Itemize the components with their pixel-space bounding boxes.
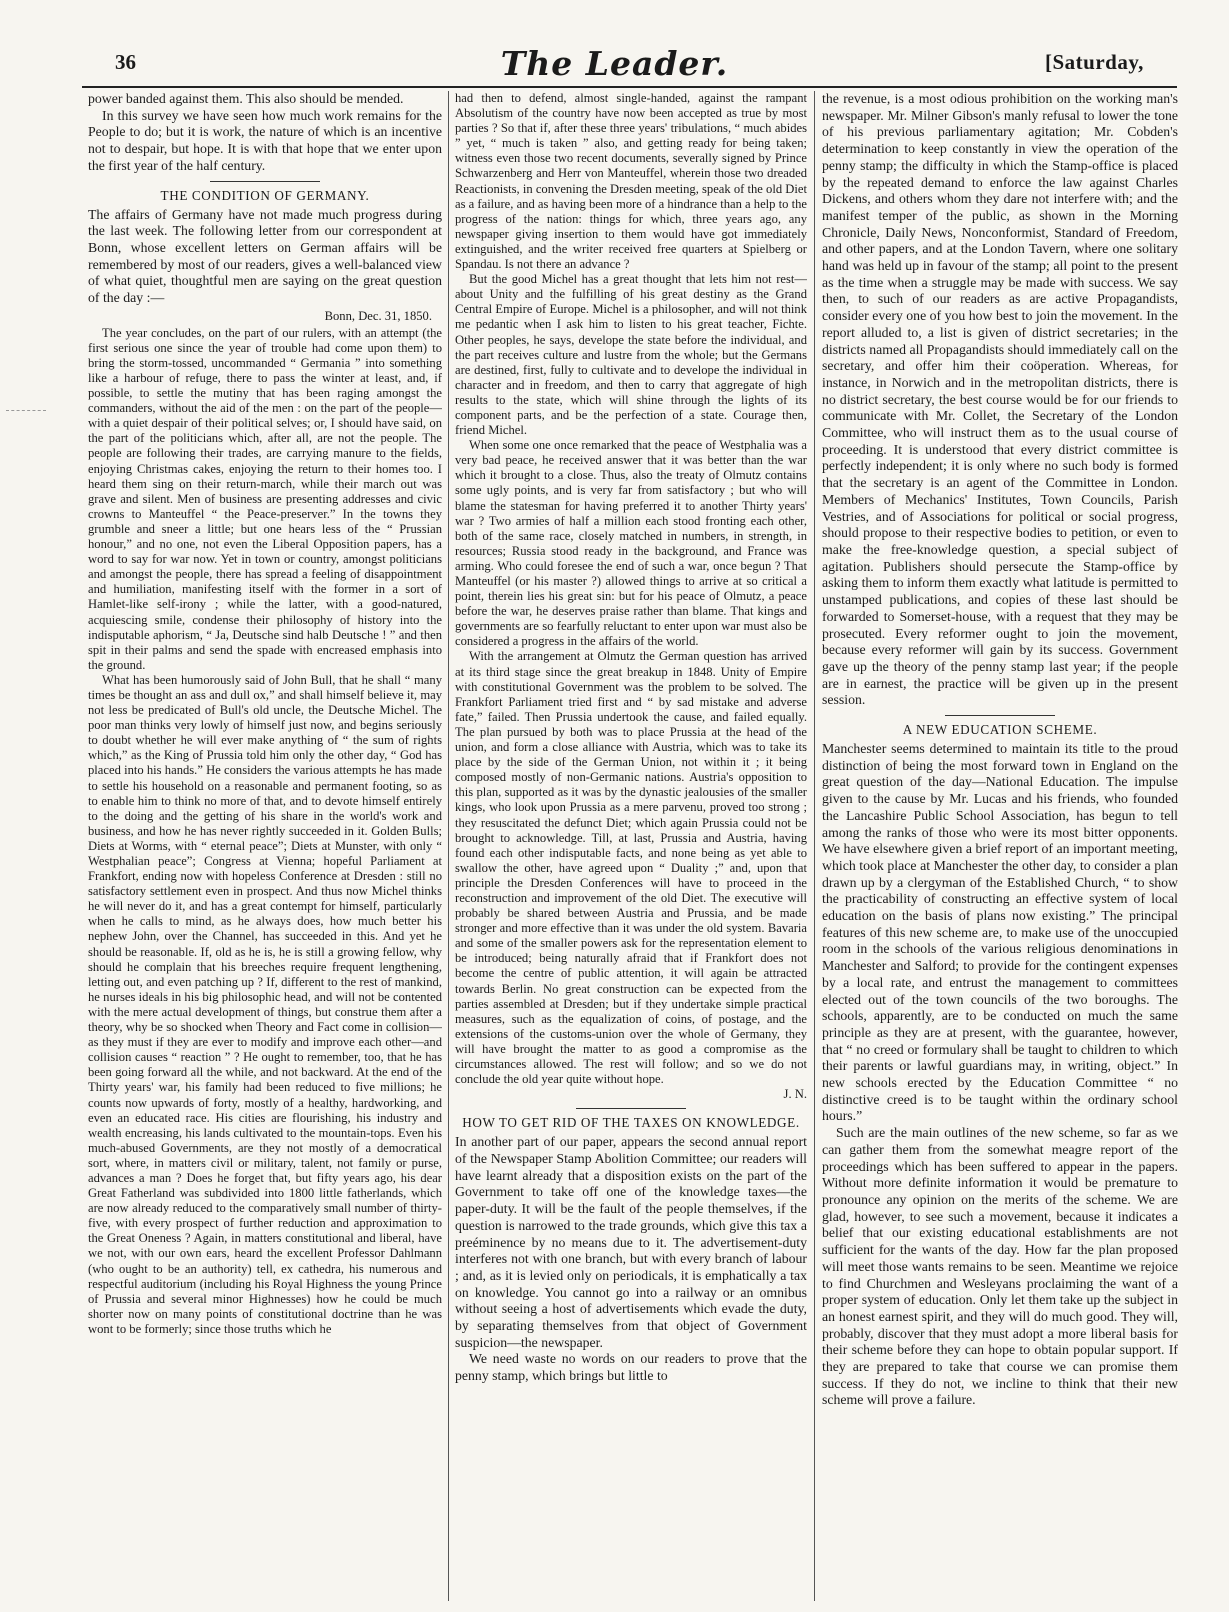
paragraph: When some one once remarked that the peace of Westphalia was a very bad peace, he received answer that it was better than the war which it brought to a close. Thus, also the treaty of Olmutz contains some ugly points, and is very far from satisfactory ; but who will blame the statesman for having preferred it to another Thirty years' war ? Two armies of half a million each stood fronting each other, both of the same race, closely matched in numbers, in strength, in resources; Russia stood ready in the background, and France was arming. Who could foresee the end of such a war, once begun ? That Manteuffel (or his master ?) allowed things to arrive at so critical a point, therein lies his great sin: but for his peace of Olmutz, a peace before the war, he deserves praise rather than blame. That kings and governments are so fearfully reluctant to enter upon war must also be considered a progress in the affairs of the world. (455, 438, 807, 649)
article-body (455, 1134, 807, 1385)
signature: J. N. (783, 1087, 807, 1102)
article-heading: THE CONDITION OF GERMANY. (160, 187, 370, 203)
article-body (822, 741, 1178, 1409)
masthead (0, 0, 1229, 86)
article-heading: HOW TO GET RID OF THE TAXES ON KNOWLEDGE. (462, 1115, 800, 1131)
margin-mark (6, 410, 46, 411)
paragraph: In another part of our paper, appears the second annual report of the Newspaper Stamp Abolition Committee; our readers will have learnt already that a disposition exists on the part of the Government to take off one of the knowledge taxes—the paper-duty. It will be the fault of the people themselves, if the question is narrowed to the trade grounds, which give this tax a preéminence by no means due to it. The advertisement-duty interferes not with one branch, but with every branch of labour ; and, as it is levied only on periodicals, it is emphatically a tax on knowledge. You cannot go into a railway or an omnibus without seeing a host of advertisements which evade the duty, by separating themselves from that object of Government suspicion—the newspaper. (455, 1134, 807, 1350)
paragraph: With the arrangement at Olmutz the German question has arrived at its third stage since the great breakup in 1848. Unity of Empire with constitutional Government was the problem to be solved. The Frankfort Parliament tried first and “ by sad mistake and adverse fate,” failed. Then Prussia undertook the cause, and failed equally. The plan pursued by both was to place Prussia at the head of the union, and form a close alliance with Austria, which was to take its place by the side of the German Union, not within it ; it being composed mostly of non-Germanic nations. Austria's opposition to this plan, supported as it was by the dynastic jealousies of the smaller kings, who look upon Prussia as a mere parvenu, proved too strong ; they resuscitated the defunct Diet; which again Prussia could not be brought to acknowledge. Till, at last, Prussia and Austria, having found each other indisputable facts, and none being as yet able to swallow the other, have agreed upon “ Duality ;” and, upon that principle the Dresden Conferences will have to proceed in the reconstruction and improvement of the old Diet. The executive will probably be shared between Austria and Prussia, and be made stronger and more effective than it was under the old system. Bavaria and some of the smaller powers ask for the representation element to be introduced; being naturally afraid that if Frankfort does not become the centre of public attention, it will again be attracted towards Berlin. No great construction can be expected from the parties assembled at Dresden; but if they undertake simple practical measures, such as the equalization of coins, of postage, and the extensions of the customs-union over the whole of Germany, they will have brought the matter to as good a compromise as the circumstances allowed. The rest will follow; and so we do not conclude the old year quite without hope. (455, 649, 807, 1087)
column-rule (448, 91, 449, 1601)
newspaper-title: The Leader. (500, 44, 729, 83)
paragraph: We need waste no words on our readers to prove that the penny stamp, which brings but little to (455, 1351, 807, 1384)
column-2 (455, 91, 807, 1603)
header-rule (82, 86, 1177, 88)
article-body (822, 91, 1178, 709)
article-continuation (88, 91, 442, 175)
paragraph: The affairs of Germany have not made much progress during the last week. The following letter from our correspondent at Bonn, whose excellent letters on German affairs will be remembered by most of our readers, gives a well-balanced view of what quiet, thoughtful men are saying on the great question of the day :— (88, 206, 442, 306)
page-number: 36 (115, 50, 136, 74)
dateline: Bonn, Dec. 31, 1850. (324, 308, 432, 323)
article-heading: A NEW EDUCATION SCHEME. (902, 722, 1098, 738)
column-3 (822, 91, 1178, 1603)
column-1 (88, 91, 442, 1603)
divider (210, 181, 320, 182)
article-body (88, 326, 442, 1337)
paragraph: power banded against them. This also should be mended. (88, 91, 404, 106)
divider (576, 1108, 686, 1109)
paragraph: Manchester seems determined to maintain its title to the proud distinction of being the most forward town in England on the great question of the day—National Education. The impulse given to the cause by Mr. Lucas and his friends, who founded the Lancashire Public School Association, has begun to tell among the ranks of those who were its most bitter opponents. We have elsewhere given a brief report of an important meeting, which took place at Manchester the other day, to consider a plan drawn up by a clergyman of the Established Church, “ to show the practicability of constructing an effective system of local education on the basis of plans now existing.” The principal features of this new scheme are, to make use of the unoccupied room in the schools of the various religious denominations in Manchester and Salford; to provide for the contingent expenses by a local rate, and entrust the management to committees elected out of the town councils of the two boroughs. The schools, apparently, are to be conducted on much the same principle as they are at present, with the guarantee, however, that “ no creed or formulary shall be taught to children to which their parents or lawful guardians may, in writing, object.” In new schools erected by the Education Committee “ no distinctive creed is to be taught within the ordinary school hours.” (822, 741, 1178, 1124)
paragraph: But the good Michel has a great thought that lets him not rest—about Unity and the fulfilling of his great destiny as the Grand Central Empire of Europe. Michel is a philosopher, and will not think me pedantic when I ask him to listen to his great teacher, Fichte. Other peoples, he says, develope the state before the individual, and the part receives culture and lustre from the whole; but the Germans are destined, first, fully to cultivate and to develope the individual in character and in freedom, and then to carry that aggregate of high results to the state, which will shine through the lights of its component parts, and be the perfection of a state. Courage then, friend Michel. (455, 272, 807, 438)
paragraph: the revenue, is a most odious prohibition on the working man's newspaper. Mr. Milner Gibson's manly refusal to lower the tone of his previous parliamentary agitation; Mr. Cobden's determination to keep constantly in view the operation of the penny stamp; the difficulty in which the Stamp-office is placed by the repeated demand to enforce the law against Charles Dickens, and others whom they dare not interfere with; and the manifest temper of the public, as shown in the Morning Chronicle, Daily News, Nonconformist, Standard of Freedom, and other papers, and at the London Tavern, where one solitary hand was held up in favour of the stamp; all point to the present as the time when a struggle may be made with success. We say then, to such of our readers as are active Propagandists, consider every one of you how best to join the movement. In the report alluded to, a list is given of district secretaries; in the districts named all Propagandists should immediately call on the secretary, and offer him their coöperation. Whereas, for instance, in Norwich and in the metropolitan districts, there is no district secretary, the best course would be for our friends to communicate with Mr. Collet, the Secretary of the London Committee, who will instruct them as to the usual course of proceeding. It is understood that every district committee is perfectly independent; it is only where no such body is formed that the secretary is an agent of the Committee in London. Members of Mechanics' Institutes, Town Councils, Parish Vestries, and of Associations for political or social progress, should propose to their respective bodies to petition, or even to make the free-knowledge question, a special subject of agitation. Publishers should persecute the Stamp-office by asking them to inform them exactly what latitude is permitted to unstamped publications, and copies of these last should be forwarded to Somerset-house, with a request that they may be prosecuted. Every reformer ought to join the movement, because every reformer will gain by its success. Government gave up the theory of the penny stamp last year; if the people are in earnest, the practice will be given up in the present session. (822, 91, 1178, 708)
paragraph: The year concludes, on the part of our rulers, with an attempt (the first serious one since the year of trouble had come upon them) to bring the storm-tossed, uncommanded “ Germania ” into something like a harbour of refuge, there to pass the winter at least, and, if possible, to settle the mutiny that has been raging amongst the commanders, without the aid of the men : on the part of the people—with a quiet despair of their political selves; or, I should have said, on the part of the politicians which, after all, are not the people. The people are following their trades, are carrying manure to the fields, enjoying Christmas cakes, enjoying the return to their homes too. I heard them sing on their return-march, while their march out was grave and silent. Men of business are presenting addresses and civic crowns to Manteuffel “ the Peace-preserver.” In the towns they grumble and sneer a little; but one hears less of the “ Prussian honour,” and no one, not even the Liberal Opposition papers, has a word to say for war now. Yet in town or country, amongst politicians and amongst the people, there has spread a feeling of disappointment and humiliation, manifesting itself with the former in a sort of Hamlet-like self-irony ; while the latter, with a good-natured, acquiescing smile, condense their philosophy of history into the indisputable aphorism, “ Ja, Deutsche sind halb Deutsche ! ” and then spit in their palms and send the spade with encreased emphasis into the ground. (88, 325, 442, 672)
article-body (455, 91, 807, 1102)
paragraph: had then to defend, almost single-handed, against the rampant Absolutism of the country have now been accepted as true by most parties ? So that if, after these three years' tribulations, “ much abides ” yet, “ much is taken ” also, and getting ready for being taken; witness even those two recent documents, severally signed by Prince Schwarzenberg and Herr von Manteuffel, wherein those two dreaded Reactionists, in convening the Dresden meeting, speak of the old Diet as a failure, and as having been more of a hindrance than a help to the progress of the nation: things for which, three years ago, any newspaper giving insertion to them would have got immediately extinguished, and the writer received free quarters at Spielberg or Spandau. Is not there an advance ? (455, 91, 807, 272)
divider (945, 715, 1055, 716)
issue-day: [Saturday, (1045, 50, 1144, 74)
paragraph: Such are the main outlines of the new scheme, so far as we can gather them from the somewhat meagre report of the proceedings which has been suffered to appear in the papers. Without more definite information it would be premature to pronounce any opinion on the merits of the scheme. We are glad, however, to see such a movement, because it indicates a belief that our existing educational establishments are not sufficient for the wants of the day. How far the plan proposed will meet those wants remains to be seen. Meantime we rejoice to find Churchmen and Wesleyans proclaiming the want of a proper system of education. Only let them take up the subject in an honest earnest spirit, and they will do much good. They will, probably, discover that they must adopt a more liberal basis for their scheme before they can hope to obtain popular support. If they are prepared to take that course we can promise them success. If they do not, we incline to think that their new scheme will prove a failure. (822, 1125, 1178, 1408)
column-rule (814, 91, 815, 1601)
article-lead (88, 207, 442, 307)
paragraph: What has been humorously said of John Bull, that he shall “ many times be thought an ass and dull ox,” and shall himself believe it, may not less be predicated of Bull's old uncle, the Deutsche Michel. The poor man thinks very lowly of himself just now, and begins seriously to doubt whether he will ever make anything of “ the sum of rights which,” as the King of Prussia told him only the other day, “ God has placed into his hands.” He considers the various attempts he has made to settle his household on a reasonable and permanent footing, so as to enable him to think no more of that, and to devote himself entirely to the doing and the getting of his share in the world's work and business, and how he has never rightly succeeded in it. Golden Bulls; Diets at Worms, with “ eternal peace”; Diets at Munster, with only “ Westphalian peace”; Congress at Vienna; hopeful Parliament at Frankfort, ending now with hopeless Conference at Dresden : still no satisfactory settlement even in prospect. And thus now Michel thinks he will never do it, and has a great contempt for himself, particularly when he calls to mind, as he always does, how much better his nephew John, over the Channel, has succeeded in this. And yet he should be reasonable. If, old as he is, he is still a growing fellow, why should he complain that his breeches require frequent lengthening, letting out, and even patching up ? If, different to the rest of mankind, he nurses ideals in his big philosophic head, and will not be contented with the mere actual development of things, but construe them after a theory, why be so shocked when Theory and Fact come in collision—as they must if they are ever to modify and improve each other—and collision causes “ reaction ” ? He ought to remember, too, that he has been going forward all the while, and not backward. At the end of the Thirty years' war, his family had been reduced to five millions; he counts now upwards of forty, mostly of a healthy, hardworking, and even an educated race. His cities are flourishing, his industry and wealth encreasing, his lands cultivated to the mountain-tops. Even his much-abused Governments, are they not mostly of a democratical sort, where, in matters civil or military, talent, not family or purse, advances a man ? Does he forget that, but fifty years ago, his dear Great Fatherland was subdivided into 1800 little fatherlands, which are now already reduced to the comparatively small number of thirty-five, with every prospect of further reduction and approximation to the Great Oneness ? Again, in matters constitutional and liberal, have we not, with our own ears, heard the excellent Professor Dahlmann (who ought to be an authority) tell, ex cathedra, his numerous and respectful auditorium (including his Royal Highness the young Prince of Prussia and several minor Highnesses) how he could be much shorter now on many points of constitutional doctrine than he was wont to be formerly; since those truths which he (88, 672, 442, 1336)
paragraph: In this survey we have seen how much work remains for the People to do; but it is work, the nature of which is an incentive not to despair, but hope. It is with that hope that we enter upon the first year of the half century. (88, 107, 442, 173)
